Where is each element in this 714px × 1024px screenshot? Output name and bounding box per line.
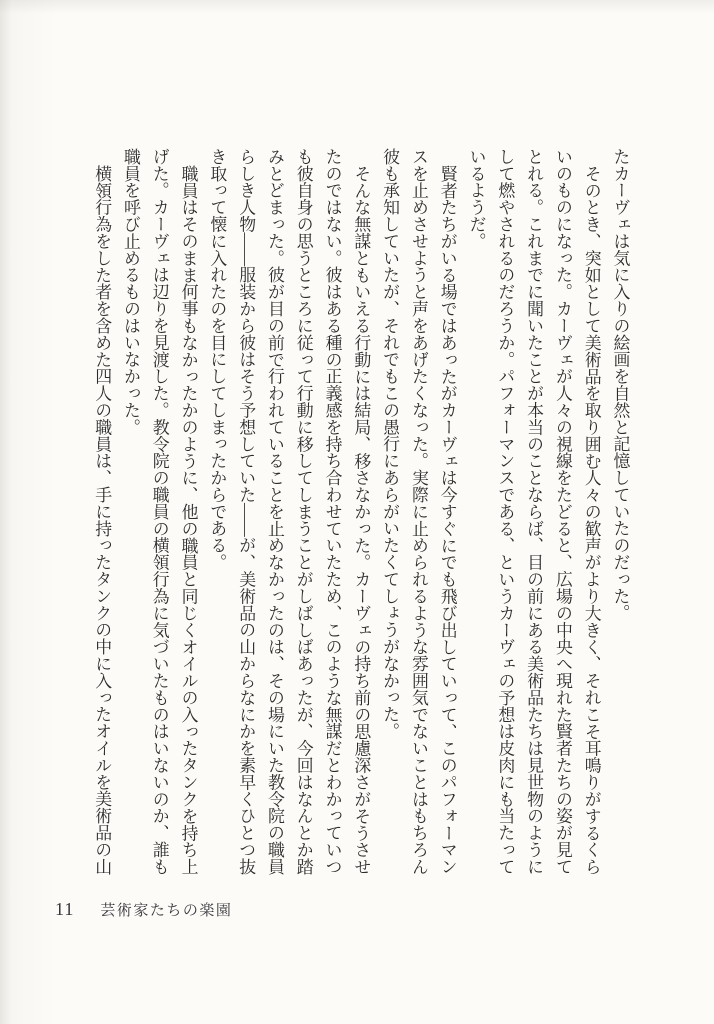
- paragraph-2: そのとき、突如として美術品を取り囲む人々の歓声がより大きく、それこそ耳鳴りがするくらいのものになった。カーヴェが人々の視線をたどると、広場の中央へ現れた賢者たちの姿が見てとれる。これまでに聞いたことが本当のことならば、目の前にある美術品たちは見世物のようにして燃やされるのだろうか。パフォーマンスである、というカーヴェの予想は皮肉にも当たっているようだ。: [467, 148, 602, 875]
- page-footer: [55, 899, 232, 920]
- paragraph-3: 賢者たちがいる場ではあったがカーヴェは今すぐにでも飛び出していって、このパフォーマンスを止めさせようと声をあげたくなった。実際に止められるような雰囲気でないことはもちろん彼も承知していたが、それでもこの愚行にあらがいたくてしょうがなかった。: [380, 148, 458, 875]
- paragraph-4: そんな無謀ともいえる行動には結局、移さなかった。カーヴェの持ち前の思慮深さがそうさせたのではない。彼はある種の正義感を持ち合わせていたため、このような無謀だとわかっていつも彼自身の思うところに従って行動に移してしまうことがしばしばあったが、今回はなんとか踏みとどまった。彼が目の前で行われていることを止めなかったのは、その場にいた教令院の職員らしき人物——服装から彼はそう予想していた——が、美術品の山からなにかを素早くひとつ抜き取って懐に入れたのを目にしてしまったからである。: [207, 148, 371, 875]
- paragraph-6: 横領行為をした者を含めた四人の職員は、手に持ったタンクの中に入ったオイルを美術品の山: [92, 164, 112, 875]
- page-number: 11: [55, 899, 75, 919]
- paragraph-5: 職員はそのまま何事もなかったかのように、他の職員と同じくオイルの入ったタンクを持ち上げた。カーヴェは辺りを見渡した。教令院の職員の横領行為に気づいたものはいないのか、誰も職員を呼び止めるものはいなかった。: [121, 148, 199, 875]
- body-text: [74, 148, 634, 875]
- running-title: 芸術家たちの楽園: [100, 903, 233, 919]
- paragraph-1: たカーヴェは気に入りの絵画を自然と記憶していたのだった。: [611, 148, 630, 622]
